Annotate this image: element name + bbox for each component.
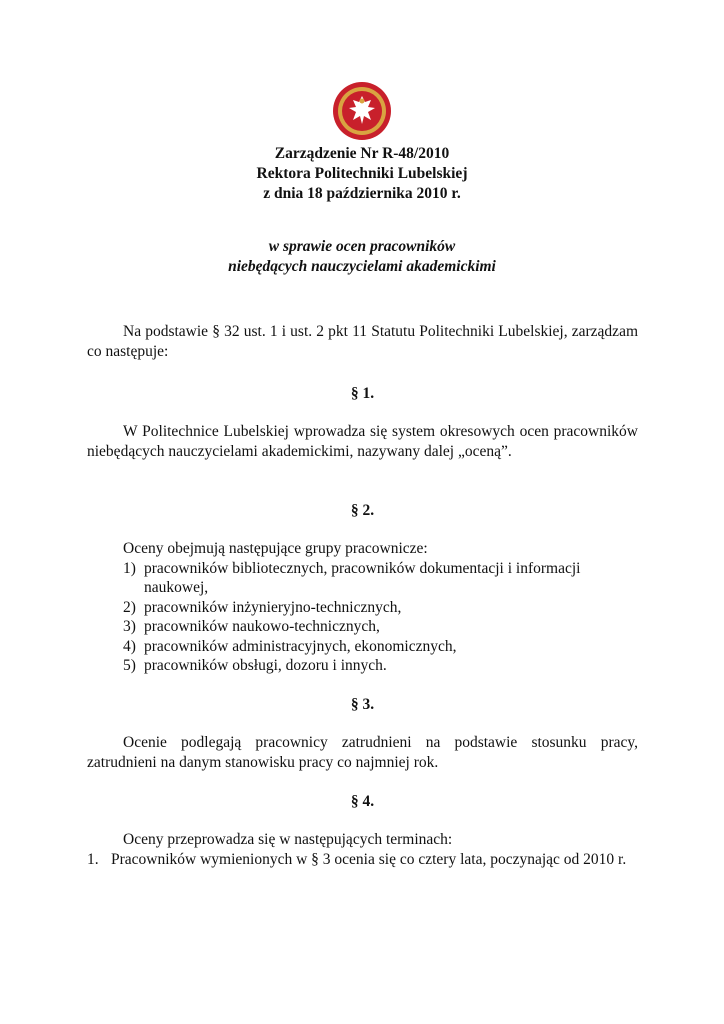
section-2 <box>87 501 638 521</box>
section-text: Ocenie podlegają pracownicy zatrudnieni na podstawie stosunku pracy, zatrudnieni na danym stanowisku pracy co najmniej rok. <box>87 734 638 771</box>
section-title: § 3. <box>350 696 375 713</box>
section-title: § 4. <box>350 793 375 810</box>
subject-line-2: niebędących nauczycielami akademickimi <box>228 258 496 275</box>
university-seal-logo <box>327 80 397 142</box>
section-text: W Politechnice Lubelskiej wprowadza się system okresowych ocen pracowników niebędących nauczycielami akademickimi, nazywany dalej „oceną”. <box>87 423 638 460</box>
list-item <box>87 637 638 657</box>
list-text: pracowników naukowo-technicznych, <box>144 618 380 635</box>
list-number: 2) <box>123 598 136 616</box>
section-intro: Oceny przeprowadza się w następujących terminach: <box>123 831 453 848</box>
list-item <box>87 656 638 676</box>
list-text: pracowników inżynieryjno-technicznych, <box>144 598 402 616</box>
list-number: 1. <box>87 851 99 868</box>
section-3-body <box>87 733 638 772</box>
document-header <box>0 144 724 204</box>
ordinance-number: Zarządzenie Nr R-48/2010 <box>274 145 450 162</box>
list-number: 3) <box>123 618 136 635</box>
section-4-body <box>87 830 638 850</box>
section-4 <box>87 792 638 812</box>
subject-line-1: w sprawie ocen pracowników <box>268 238 456 255</box>
list-text: pracowników bibliotecznych, pracowników dokumentacji i informacji naukowej, <box>144 559 581 596</box>
section-2-body <box>87 539 638 676</box>
section-intro: Oceny obejmują następujące grupy pracownicze: <box>123 540 428 557</box>
list-item <box>87 598 638 618</box>
list-item <box>87 559 638 598</box>
employee-groups-list <box>87 559 638 676</box>
section-1 <box>87 384 638 404</box>
document-subject <box>0 237 724 277</box>
list-number: 1) <box>123 559 136 577</box>
issue-date: z dnia 18 października 2010 r. <box>263 185 461 202</box>
section-3 <box>87 695 638 715</box>
preamble: Na podstawie § 32 ust. 1 i ust. 2 pkt 11 Statutu Politechniki Lubelskiej, zarządzam co następuje: <box>87 323 638 360</box>
list-number: 4) <box>123 637 136 655</box>
schedule-list <box>87 850 638 870</box>
section-4-list <box>87 850 638 870</box>
list-text: pracowników obsługi, dozoru i innych. <box>144 657 387 674</box>
section-title: § 2. <box>350 502 375 519</box>
section-title: § 1. <box>350 385 375 402</box>
section-1-body <box>87 422 638 461</box>
list-text: pracowników administracyjnych, ekonomicznych, <box>144 637 457 655</box>
list-item <box>87 617 638 637</box>
issuer: Rektora Politechniki Lubelskiej <box>256 165 468 182</box>
list-text: Pracowników wymienionych w § 3 ocenia się co cztery lata, poczynając od 2010 r. <box>111 851 627 868</box>
preamble-block <box>87 322 638 361</box>
list-item <box>87 850 638 870</box>
list-number: 5) <box>123 657 136 674</box>
